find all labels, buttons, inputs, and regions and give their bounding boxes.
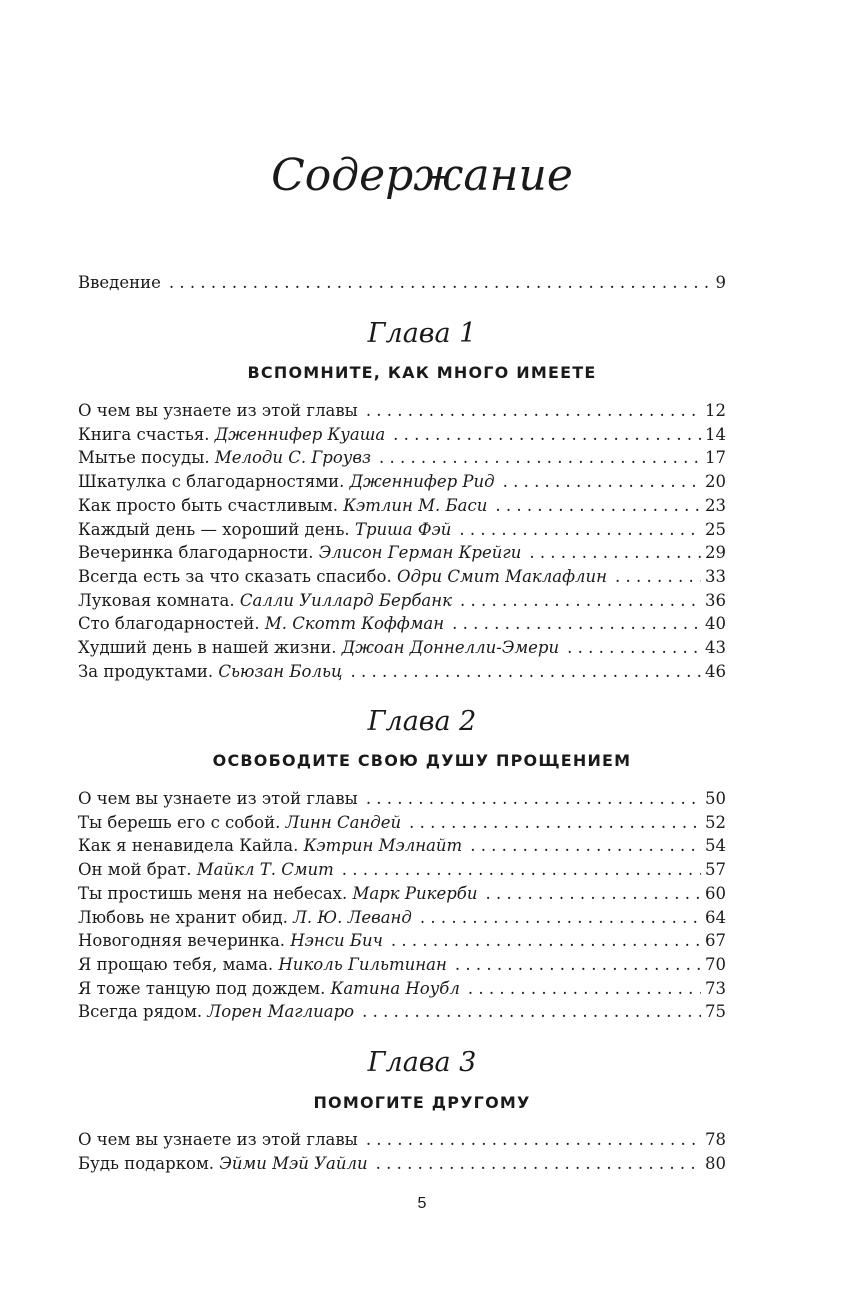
toc-entry-page: 52	[705, 812, 726, 832]
toc-entry-author: Дженнифер Куаша	[214, 424, 386, 444]
dot-leader	[366, 400, 701, 422]
toc-entry-title: За продуктами.	[78, 661, 214, 681]
toc-entry-page: 36	[705, 590, 726, 610]
chapter-2-label: Глава 2	[367, 706, 477, 737]
toc-entry-page: 25	[705, 519, 726, 539]
dot-leader	[391, 930, 701, 952]
toc-entry	[78, 637, 726, 659]
toc-entry	[78, 519, 726, 541]
toc-entry	[78, 566, 726, 588]
toc-entry-title: Вечеринка благодарности.	[78, 543, 314, 563]
toc-entry-page: 29	[705, 543, 726, 563]
toc-entry	[78, 883, 726, 905]
toc-entry-author: Дженнифер Рид	[349, 472, 495, 492]
toc-entry-page: 73	[705, 978, 726, 998]
dot-leader	[393, 424, 701, 446]
toc-entry-title: Сто благодарностей.	[78, 614, 260, 634]
toc-entry	[78, 859, 726, 881]
toc-entry-text	[78, 590, 452, 612]
toc-entry-title: Я прощаю тебя, мама.	[78, 954, 274, 974]
toc-entry-author: Кэтрин Мэлнайт	[303, 836, 463, 856]
dot-leader	[455, 954, 701, 976]
dot-leader	[409, 812, 701, 834]
dot-leader	[503, 471, 701, 493]
dot-leader	[366, 788, 701, 810]
dot-leader	[420, 907, 701, 929]
toc-entry-title: Худший день в нашей жизни.	[78, 638, 337, 657]
toc-entry	[78, 930, 726, 952]
chapter-2-subtitle: ОСВОБОДИТЕ СВОЮ ДУШУ ПРОЩЕНИЕМ	[212, 751, 632, 770]
toc-entry-text	[78, 835, 462, 857]
toc-entry-text	[78, 1001, 354, 1023]
toc-entry-text	[78, 954, 447, 976]
toc-entry-text	[78, 471, 495, 493]
toc-entry	[78, 1001, 726, 1023]
dot-leader	[495, 495, 701, 517]
toc-entry-text	[78, 930, 383, 952]
toc-entry-text	[78, 424, 385, 446]
dot-leader	[342, 859, 701, 881]
toc-entry-page: 40	[705, 614, 726, 634]
toc-entry-title: Ты простишь меня на небесах.	[78, 883, 348, 903]
toc-entry-author: Сьюзан Больц	[218, 661, 343, 681]
toc-entry-title: О чем вы узнаете из этой главы	[78, 789, 358, 808]
dot-leader	[379, 447, 701, 469]
toc-entry-title: Шкатулка с благодарностями.	[78, 472, 345, 492]
toc-entry-page: 60	[705, 883, 726, 903]
toc-entry-title: Любовь не хранит обид.	[78, 907, 288, 927]
toc-entry-text	[78, 637, 559, 659]
toc-entry-page: 23	[705, 495, 726, 515]
toc-entry-title: Каждый день — хороший день.	[78, 519, 350, 539]
toc-entry	[78, 954, 726, 976]
toc-entry	[78, 788, 726, 810]
toc-entry-title: Как просто быть счастливым.	[78, 495, 338, 515]
page-title: Содержание	[271, 150, 573, 201]
dot-leader	[460, 590, 701, 612]
toc-entry-author: Элисон Герман Крейги	[318, 543, 522, 563]
toc-entry-author: Николь Гильтинан	[278, 954, 447, 974]
toc-entry-text	[78, 400, 358, 422]
toc-entry-page: 9	[715, 273, 726, 292]
toc-entry	[78, 495, 726, 517]
toc-entry-page: 78	[705, 1130, 726, 1149]
toc-entry-text	[78, 883, 477, 905]
dot-leader	[452, 613, 701, 635]
toc-entry-title: Луковая комната.	[78, 590, 235, 610]
page-number: 5	[417, 1195, 427, 1212]
toc-entry-author: М. Скотт Коффман	[264, 614, 445, 634]
toc-entry-title: Я тоже танцую под дождем.	[78, 978, 326, 998]
toc-entry-text	[78, 1129, 358, 1151]
toc-entry-author: Линн Сандей	[285, 812, 402, 832]
toc-entry-page: 33	[705, 566, 726, 586]
toc-entry-author: Одри Смит Маклафлин	[396, 566, 608, 586]
chapter-1-subtitle: ВСПОМНИТЕ, КАК МНОГО ИМЕЕТЕ	[247, 363, 597, 382]
toc-entry-page: 75	[705, 1002, 726, 1022]
toc-entry	[78, 812, 726, 834]
dot-leader	[529, 542, 701, 564]
toc-entry-page: 50	[705, 789, 726, 808]
toc-entry-text	[78, 495, 487, 517]
toc-entry-text	[78, 978, 460, 1000]
toc-entry-title: Новогодняя вечеринка.	[78, 931, 286, 951]
toc-entry-text	[78, 812, 401, 834]
toc-entry-title: Мытье посуды.	[78, 448, 210, 468]
toc-entry	[78, 907, 726, 929]
toc-entry-author: Катина Ноубл	[330, 978, 460, 998]
toc-entry-title: О чем вы узнаете из этой главы	[78, 401, 358, 420]
toc-entry-intro	[78, 272, 726, 294]
toc-entry-text	[78, 788, 358, 810]
chapter-1-label: Глава 1	[367, 318, 477, 349]
toc-entry-page: 14	[705, 424, 726, 444]
toc-entry-page: 54	[705, 836, 726, 856]
toc-entry-page: 57	[705, 860, 726, 880]
toc-entry-page: 12	[705, 401, 726, 420]
toc-entry-text	[78, 519, 451, 541]
chapter-3-subtitle: ПОМОГИТЕ ДРУГОМУ	[313, 1093, 531, 1112]
toc-entry	[78, 447, 726, 469]
toc-entry-text	[78, 566, 607, 588]
dot-leader	[567, 637, 701, 659]
toc-entry-title: Он мой брат.	[78, 860, 192, 880]
toc-entry-author: Мелоди С. Гроувз	[214, 448, 371, 468]
toc-entry-title: Книга счастья.	[78, 424, 210, 444]
dot-leader	[366, 1129, 701, 1151]
dot-leader	[362, 1001, 701, 1023]
dot-leader	[468, 978, 701, 1000]
toc-entry-page: 70	[705, 954, 726, 974]
dot-leader	[350, 661, 701, 683]
toc-entry-title: Ты берешь его с собой.	[78, 812, 281, 832]
toc-entry-page: 80	[705, 1153, 726, 1173]
toc-entry-page: 64	[705, 907, 726, 927]
toc-entry-title: Введение	[78, 273, 161, 292]
toc-entry-author: Эйми Мэй Уайли	[219, 1153, 368, 1173]
toc-entry-page: 43	[705, 638, 726, 657]
toc-entry-title: Всегда рядом.	[78, 1002, 203, 1022]
toc-entry-author: Триша Фэй	[354, 519, 452, 539]
toc-entry-author: Марк Рикерби	[352, 883, 478, 903]
toc-entry-title: Всегда есть за что сказать спасибо.	[78, 566, 392, 586]
toc-entry-page: 17	[705, 448, 726, 468]
toc-entry	[78, 424, 726, 446]
dot-leader	[615, 566, 701, 588]
toc-entry	[78, 613, 726, 635]
toc-entry-author: Кэтлин М. Баси	[343, 495, 488, 515]
toc-entry-author: Майкл Т. Смит	[196, 860, 334, 880]
toc-entry-page: 46	[705, 661, 726, 681]
toc-entry-text	[78, 907, 412, 929]
dot-leader	[459, 519, 701, 541]
toc-entry-title: О чем вы узнаете из этой главы	[78, 1130, 358, 1149]
toc-entry-title: Как я ненавидела Кайла.	[78, 836, 299, 856]
dot-leader	[485, 883, 701, 905]
toc-entry	[78, 1129, 726, 1151]
chapter-3-label: Глава 3	[367, 1047, 477, 1078]
toc-entry	[78, 471, 726, 493]
toc-entry	[78, 661, 726, 683]
toc-entry-text	[78, 661, 342, 683]
dot-leader	[470, 835, 701, 857]
toc-entry-text	[78, 542, 521, 564]
toc-entry-page: 20	[705, 472, 726, 492]
toc-entry	[78, 590, 726, 612]
toc-entry-text	[78, 1153, 368, 1175]
toc-entry	[78, 1153, 726, 1175]
toc-entry-page: 67	[705, 931, 726, 951]
toc-entry-text	[78, 859, 334, 881]
toc-entry	[78, 400, 726, 422]
dot-leader	[376, 1153, 701, 1175]
toc-entry-text	[78, 447, 371, 469]
toc-entry	[78, 542, 726, 564]
toc-entry	[78, 978, 726, 1000]
toc-entry-text	[78, 613, 444, 635]
toc-entry-title: Будь подарком.	[78, 1153, 215, 1173]
toc-entry-author: Джоан Доннелли-Эмери	[341, 638, 560, 657]
toc-entry-author: Лорен Маглиаро	[207, 1002, 355, 1022]
toc-entry	[78, 835, 726, 857]
toc-entry-author: Салли Уиллард Бербанк	[239, 590, 452, 610]
toc-entry-author: Л. Ю. Леванд	[293, 907, 412, 927]
toc-entry-author: Нэнси Бич	[290, 931, 383, 951]
